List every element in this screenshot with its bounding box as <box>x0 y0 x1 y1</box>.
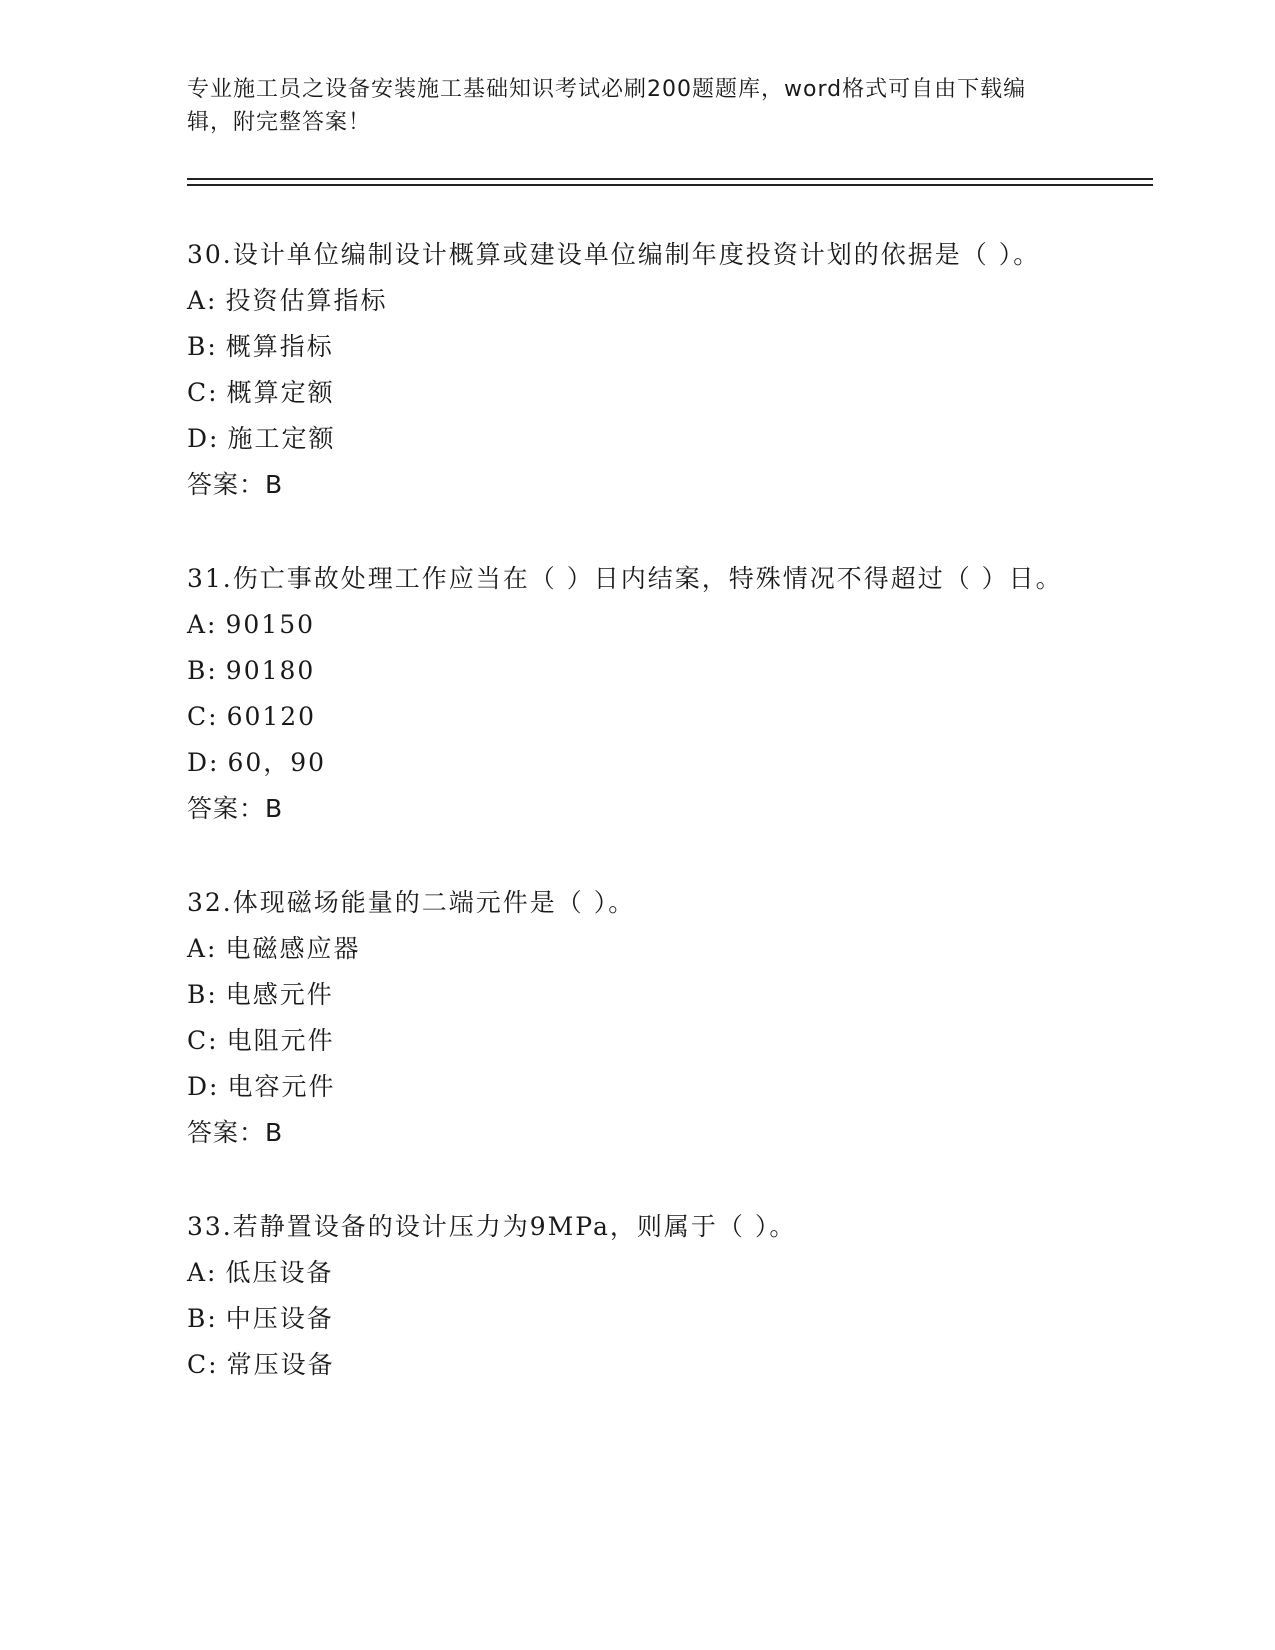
option-key: D: <box>187 424 220 453</box>
answer-line: 答案：B <box>187 470 284 499</box>
option-a <box>187 602 1067 648</box>
answer-line: 答案：B <box>187 1118 284 1147</box>
answer-line: 答案：B <box>187 794 284 823</box>
option-text: 常压设备 <box>226 1350 335 1379</box>
option-a <box>187 926 1067 972</box>
option-key: C: <box>187 1350 219 1379</box>
option-b <box>187 324 1067 370</box>
option-text: 低压设备 <box>225 1258 334 1287</box>
option-d <box>187 416 1067 462</box>
option-text: 概算指标 <box>225 332 334 361</box>
option-c <box>187 1018 1067 1064</box>
option-text: 施工定额 <box>227 424 336 453</box>
option-text: 电感元件 <box>225 980 334 1009</box>
option-key: D: <box>187 1072 220 1101</box>
option-text: 投资估算指标 <box>225 286 388 315</box>
question-33 <box>187 1204 1067 1388</box>
question-31 <box>187 556 1067 832</box>
option-text: 90150 <box>225 610 316 639</box>
option-text: 60，90 <box>227 748 327 777</box>
option-key: A: <box>187 286 218 315</box>
option-text: 中压设备 <box>225 1304 334 1333</box>
option-text: 概算定额 <box>226 378 335 407</box>
option-key: A: <box>187 934 218 963</box>
option-key: D: <box>187 748 220 777</box>
document-header: 专业施工员之设备安装施工基础知识考试必刷200题题库，word格式可自由下载编辑，附完整答案！ <box>187 77 1027 135</box>
option-key: A: <box>187 1258 218 1287</box>
option-b <box>187 1296 1067 1342</box>
option-c <box>187 694 1067 740</box>
option-key: C: <box>187 702 219 731</box>
option-key: B: <box>187 1304 218 1333</box>
option-d <box>187 1064 1067 1110</box>
option-b <box>187 648 1067 694</box>
question-stem: 31.伤亡事故处理工作应当在（ ）日内结案，特殊情况不得超过（ ）日。 <box>187 564 1063 593</box>
option-key: C: <box>187 1026 219 1055</box>
option-b <box>187 972 1067 1018</box>
option-text: 电阻元件 <box>226 1026 335 1055</box>
option-key: A: <box>187 610 218 639</box>
question-32 <box>187 880 1067 1156</box>
option-c <box>187 1342 1067 1388</box>
question-list <box>187 232 1067 1436</box>
question-30 <box>187 232 1067 508</box>
option-key: B: <box>187 980 218 1009</box>
option-a <box>187 278 1067 324</box>
option-key: B: <box>187 656 218 685</box>
option-d <box>187 740 1067 786</box>
option-key: B: <box>187 332 218 361</box>
option-text: 电磁感应器 <box>225 934 361 963</box>
header-rule-bottom <box>187 184 1153 186</box>
option-text: 电容元件 <box>227 1072 336 1101</box>
option-text: 90180 <box>225 656 316 685</box>
question-stem: 32.体现磁场能量的二端元件是（ ）。 <box>187 888 636 917</box>
question-stem: 30.设计单位编制设计概算或建设单位编制年度投资计划的依据是（ ）。 <box>187 240 1041 269</box>
option-c <box>187 370 1067 416</box>
question-stem: 33.若静置设备的设计压力为9MPa，则属于（ ）。 <box>187 1212 797 1241</box>
option-key: C: <box>187 378 219 407</box>
option-a <box>187 1250 1067 1296</box>
header-rule-top <box>187 178 1153 180</box>
option-text: 60120 <box>226 702 317 731</box>
